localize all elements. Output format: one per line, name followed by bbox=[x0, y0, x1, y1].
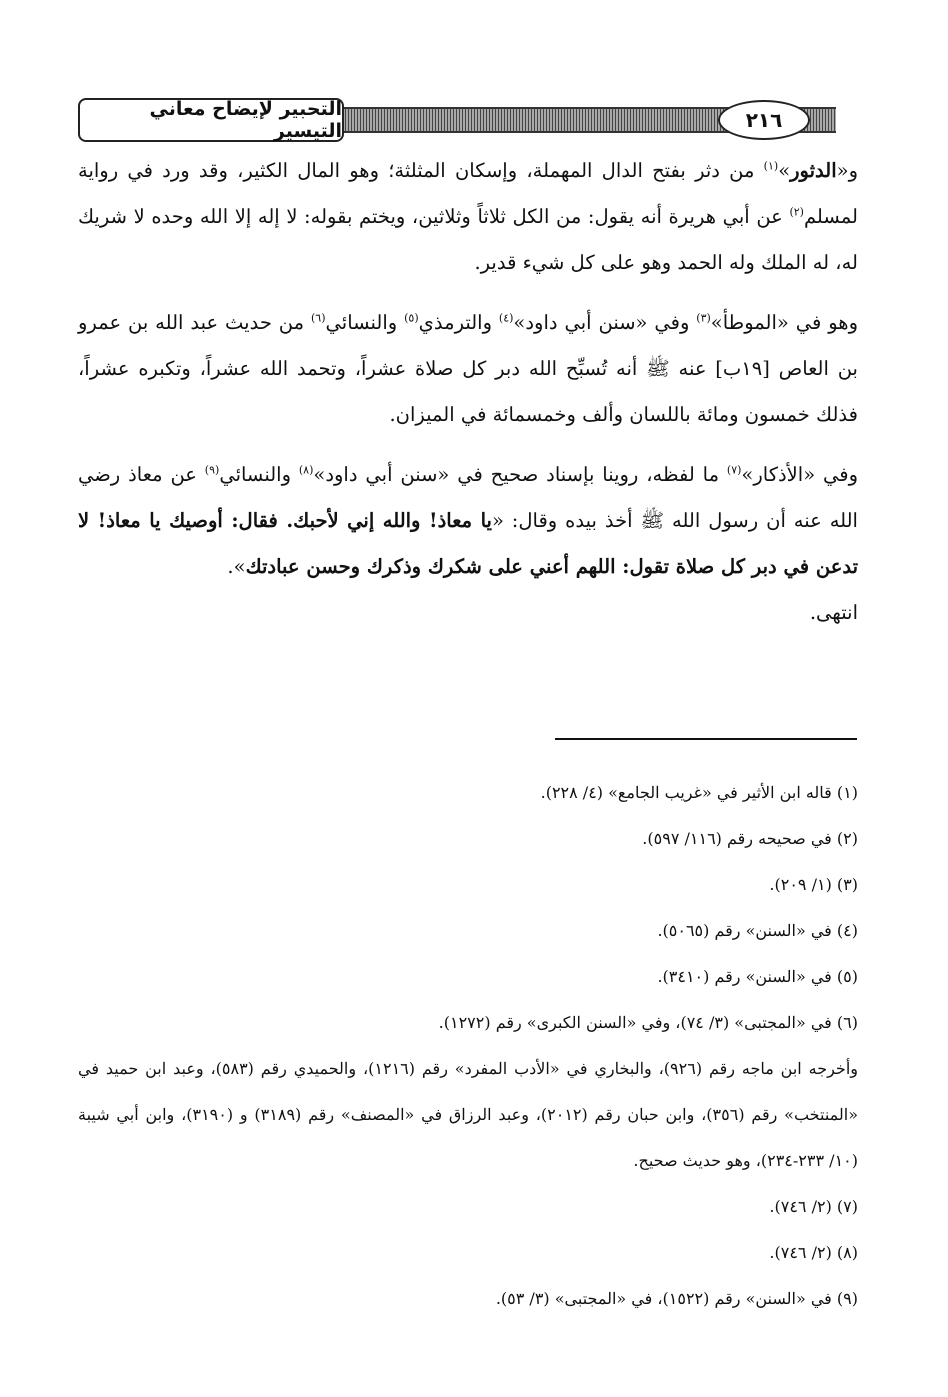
page-header bbox=[78, 98, 836, 140]
footnotes bbox=[78, 770, 858, 1322]
text-run: وفي «سنن أبي داود» bbox=[513, 311, 697, 334]
footnote-item: (٣) (١/ ٢٠٩). bbox=[769, 875, 858, 894]
footnote-ref: (٩) bbox=[204, 463, 220, 477]
footnote-ref: (٧) bbox=[726, 463, 742, 477]
text-run: عن معاذ رضي الله عنه أن رسول الله ﷺ أخذ بيده وقال: « bbox=[78, 463, 858, 532]
text-run: عن أبي هريرة أنه يقول: من الكل ثلاثاً وثلاثين، ويختم بقوله: لا إله إلا الله وحده لا شريك له، له الملك وله الحمد وهو على كل شيء قدير. bbox=[78, 205, 858, 274]
paragraph-1 bbox=[78, 148, 858, 286]
text-run: من دثر بفتح الدال المهملة، وإسكان المثلثة؛ وهو المال الكثير، وقد ورد في رواية لمسلم bbox=[78, 159, 858, 228]
text-run: من حديث عبد الله بن عمرو بن العاص [١٩ب] عنه ﷺ أنه تُسبِّح الله دبر كل صلاة عشراً، وتحمد الله عشراً، وتكبره عشراً، فذلك خمسون ومائة باللسان وألف وخمسمائة في الميزان. bbox=[78, 311, 858, 426]
page-number bbox=[718, 100, 810, 140]
bold-hadith-text: يا معاذ! والله إني لأحبك. فقال: أوصيك يا معاذ! لا تدعن في دبر كل صلاة تقول: اللهم أعني على شكرك وذكرك وحسن عبادتك bbox=[78, 509, 858, 578]
paragraph-3 bbox=[78, 452, 858, 636]
text-run: وفي «الأذكار» bbox=[741, 463, 858, 486]
main-text bbox=[78, 148, 858, 650]
text-run: والنسائي bbox=[325, 311, 405, 334]
bold-term: الدثور bbox=[790, 159, 837, 182]
paragraph-2 bbox=[78, 300, 858, 438]
footnote-ref: (٨) bbox=[298, 463, 314, 477]
text-run: انتهى. bbox=[809, 601, 858, 624]
footnote-item: (٢) في صحيحه رقم (١١٦/ ٥٩٧). bbox=[642, 829, 858, 848]
running-title-text: التحبير لإيضاح معاني التيسير bbox=[149, 98, 342, 142]
footnote-ref: (٤) bbox=[498, 311, 514, 325]
footnote-ref: (٥) bbox=[404, 311, 419, 325]
footnote-item: (١) قاله ابن الأثير في «غريب الجامع» (٤/ ٢٢٨). bbox=[540, 783, 858, 802]
footnote-ref: (٢) bbox=[789, 205, 804, 219]
footnote-item: (٤) في «السنن» رقم (٥٠٦٥). bbox=[657, 921, 858, 940]
footnote-ref: (٣) bbox=[696, 311, 711, 325]
text-run: ». bbox=[227, 555, 246, 578]
footnote-item: وأخرجه ابن ماجه رقم (٩٢٦)، والبخاري في «الأدب المفرد» رقم (١٢١٦)، والحميدي رقم (٥٨٣)، وعبد ابن حميد في «المنتخب» رقم (٣٥٦)، وابن حبان رقم (٢٠١٢)، وعبد الرزاق في «المصنف» رقم (٣١٨٩) و (٣١٩٠)، وابن أبي شيبة (١٠/ ٢٣٣-٢٣٤)، وهو حديث صحيح. bbox=[78, 1059, 858, 1170]
text-run: والنسائي bbox=[219, 463, 299, 486]
text-run: و« bbox=[836, 159, 858, 182]
footnote-item: (٨) (٢/ ٧٤٦). bbox=[769, 1243, 858, 1262]
text-run: والترمذي bbox=[418, 311, 499, 334]
text-run: وهو في «الموطأ» bbox=[710, 311, 858, 334]
footnote-item: (٩) في «السنن» رقم (١٥٢٢)، في «المجتبى» (٣/ ٥٣). bbox=[495, 1289, 858, 1308]
footnote-item: (٦) في «المجتبى» (٣/ ٧٤)، وفي «السنن الكبرى» رقم (١٢٧٢). bbox=[438, 1013, 858, 1032]
text-run: ما لفظه، روينا بإسناد صحيح في «سنن أبي داود» bbox=[313, 463, 727, 486]
footnote-item: (٧) (٢/ ٧٤٦). bbox=[769, 1197, 858, 1216]
text-run: » bbox=[778, 159, 791, 182]
running-title bbox=[78, 98, 344, 142]
footnote-ref: (١) bbox=[763, 159, 779, 173]
page-number-text: ٢١٦ bbox=[745, 108, 783, 132]
footnote-ref: (٦) bbox=[311, 311, 326, 325]
footnote-separator bbox=[555, 738, 857, 740]
footnote-item: (٥) في «السنن» رقم (٣٤١٠). bbox=[657, 967, 858, 986]
